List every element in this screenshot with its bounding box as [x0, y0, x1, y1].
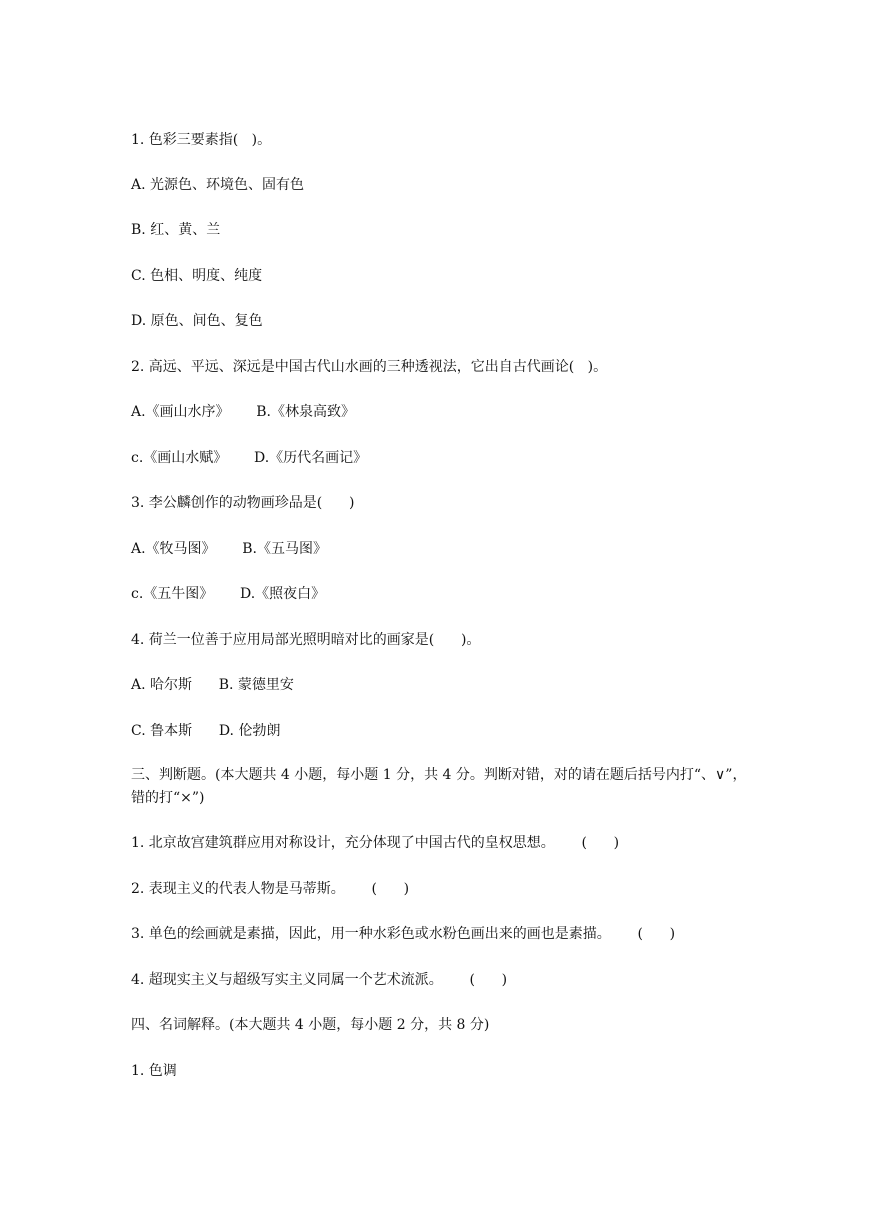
options-3ab: A.《牧马图》 B.《五马图》: [131, 541, 327, 557]
question-3: 3. 李公麟创作的动物画珍品是( ): [131, 495, 355, 511]
judgment-2: 2. 表现主义的代表人物是马蒂斯。 ( ): [131, 881, 410, 897]
judgment-1: 1. 北京故宫建筑群应用对称设计，充分体现了中国古代的皇权思想。 ( ): [131, 835, 620, 851]
question-2: 2. 高远、平远、深远是中国古代山水画的三种透视法，它出自古代画论( )。: [131, 359, 608, 375]
question-1: 1. 色彩三要素指( )。: [131, 132, 272, 148]
options-3cd: c.《五牛图》 D.《照夜白》: [131, 586, 326, 602]
options-4cd: C. 鲁本斯 D. 伦勃朗: [131, 723, 281, 739]
options-2cd: c.《画山水赋》 D.《历代名画记》: [131, 450, 368, 466]
question-4: 4. 荷兰一位善于应用局部光照明暗对比的画家是( )。: [131, 632, 481, 648]
option-1b: B. 红、黄、兰: [131, 222, 221, 238]
options-4ab: A. 哈尔斯 B. 蒙德里安: [131, 677, 294, 693]
judgment-3: 3. 单色的绘画就是素描，因此，用一种水彩色或水粉色画出来的画也是素描。 ( ): [131, 926, 676, 942]
section-3-heading: 三、判断题。(本大题共 4 小题，每小题 1 分，共 4 分。判断对错，对的请在题后括号内打“、∨”，错的打“×”): [131, 767, 747, 806]
section-4-heading: 四、名词解释。(本大题共 4 小题，每小题 2 分，共 8 分): [131, 1017, 490, 1033]
option-1a: A. 光源色、环境色、固有色: [131, 177, 305, 193]
options-2ab: A.《画山水序》 B.《林泉高致》: [131, 404, 355, 420]
option-1d: D. 原色、间色、复色: [131, 313, 263, 329]
option-1c: C. 色相、明度、纯度: [131, 268, 263, 284]
judgment-4: 4. 超现实主义与超级写实主义同属一个艺术流派。 ( ): [131, 972, 508, 988]
term-1: 1. 色调: [131, 1063, 177, 1079]
